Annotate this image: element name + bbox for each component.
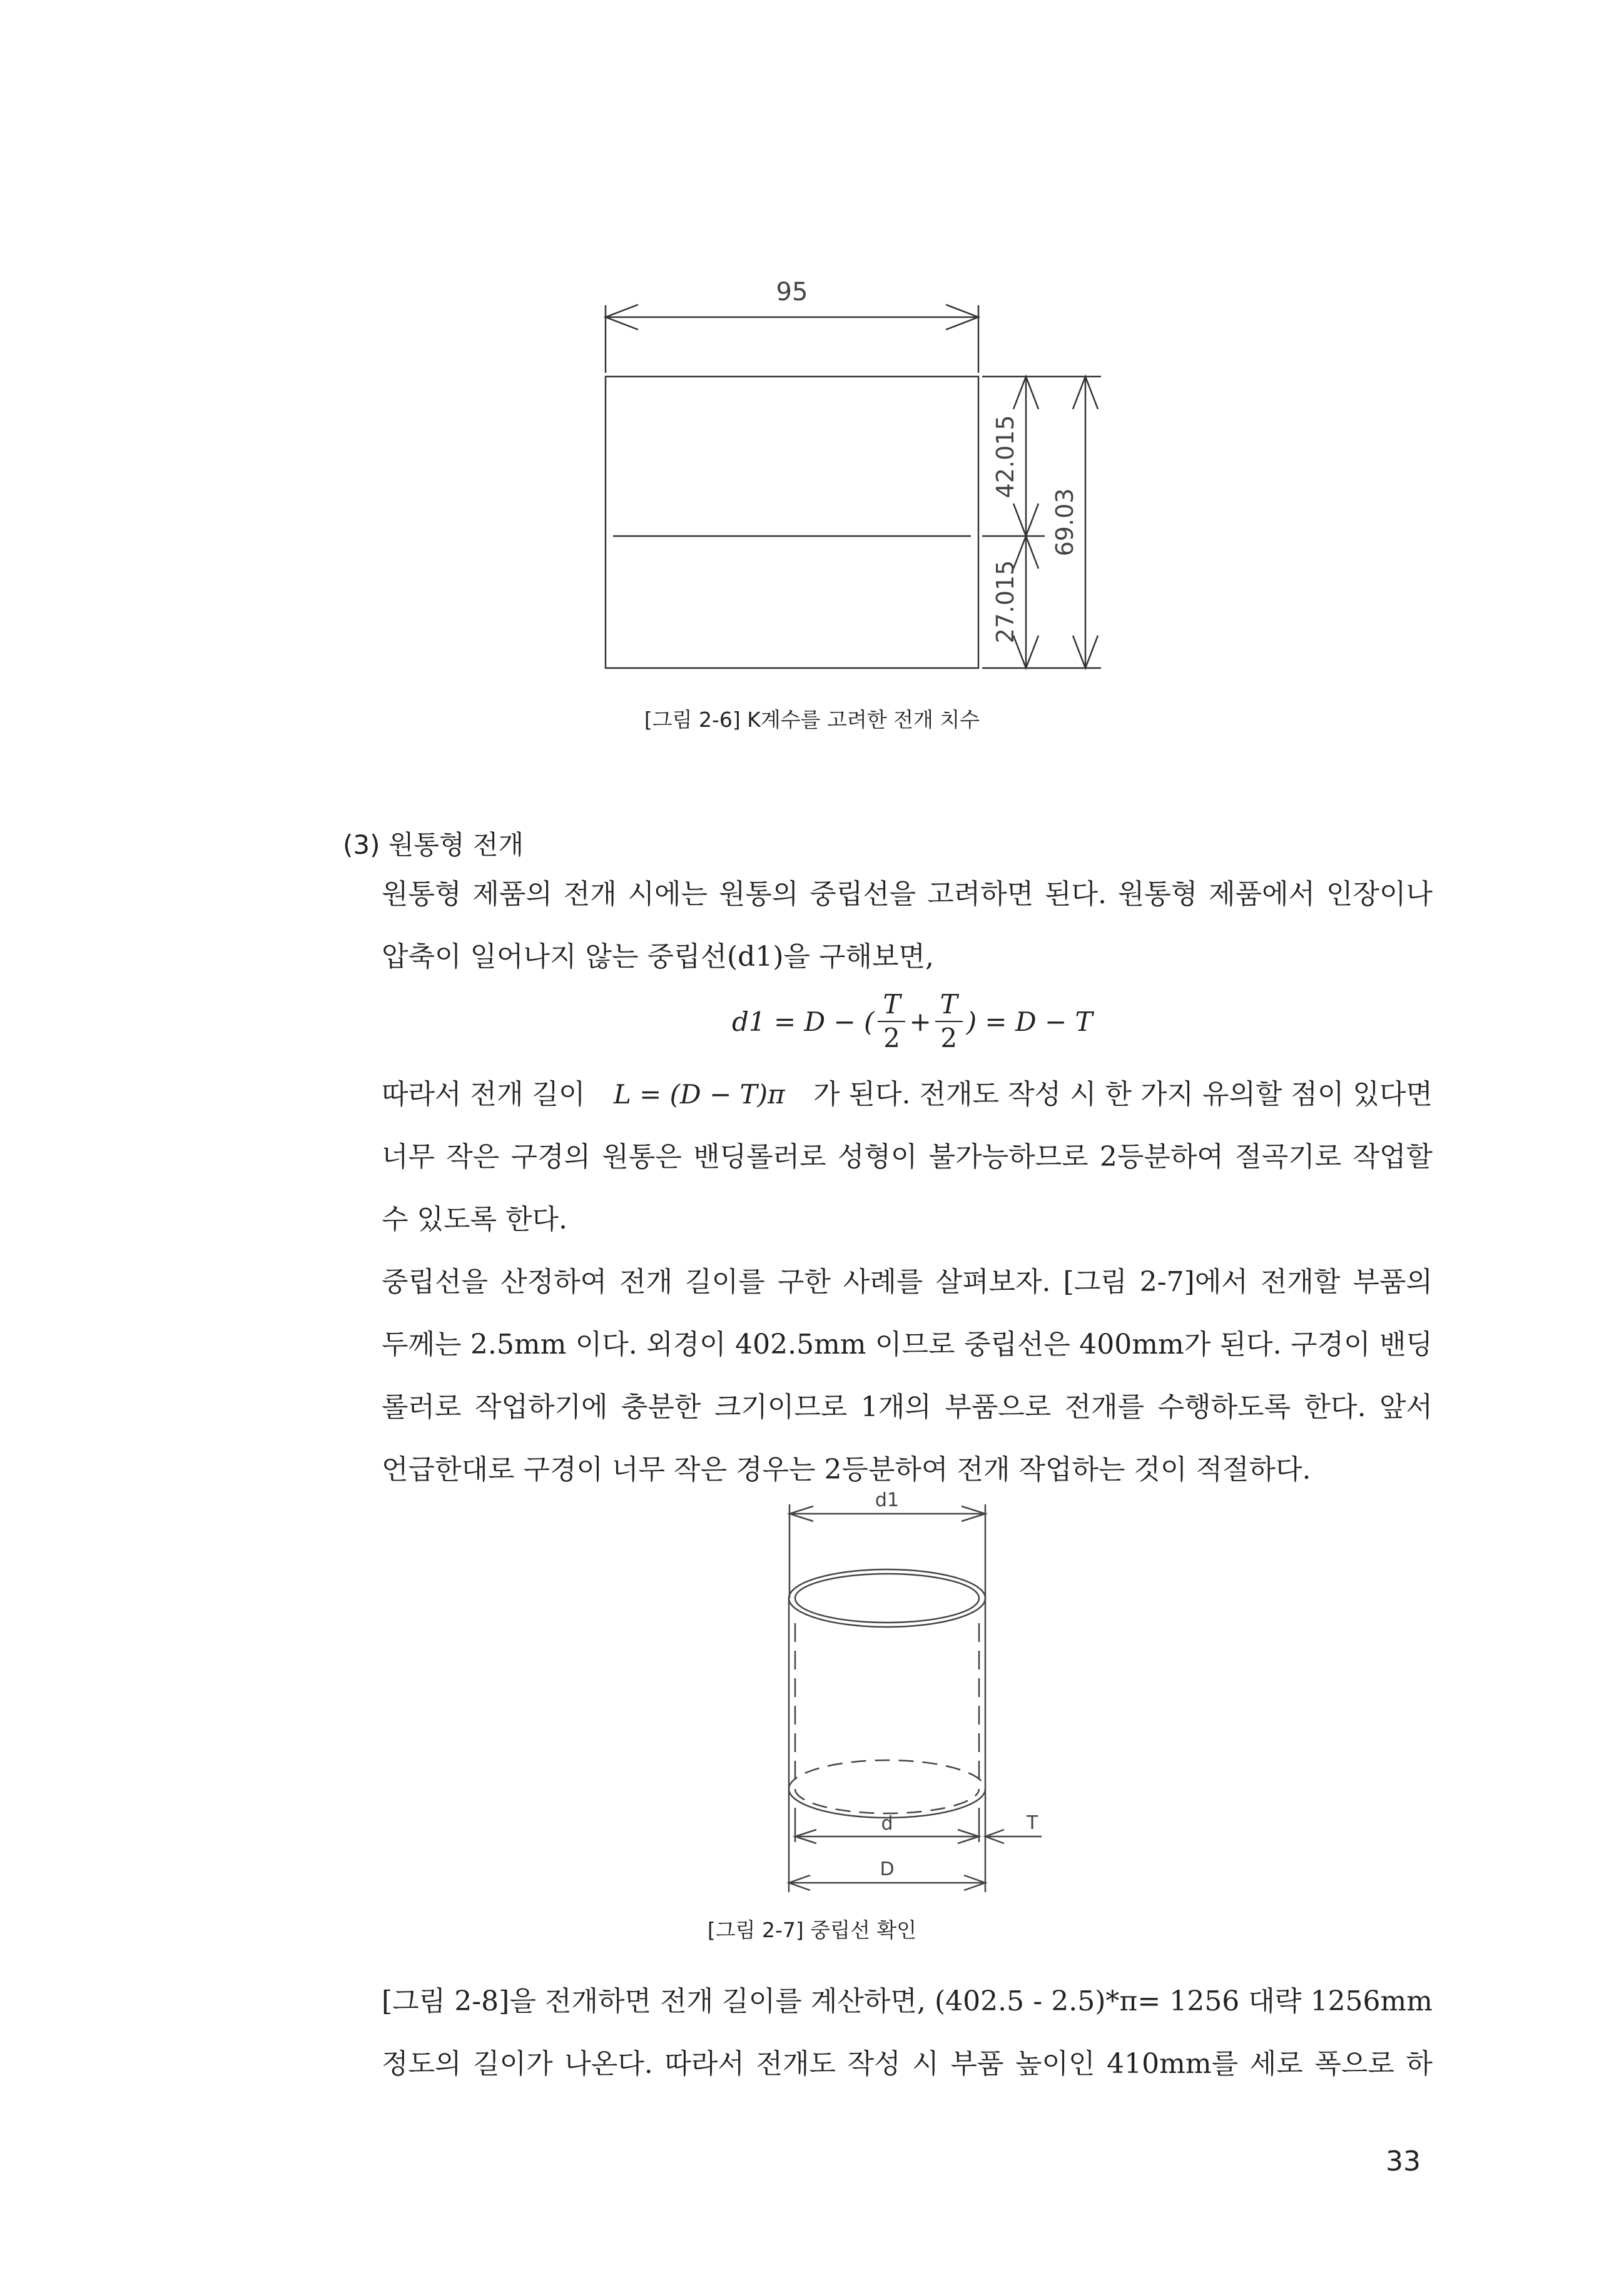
dimension-lower-label: 27.015 xyxy=(992,560,1019,644)
dimension-upper-label: 42.015 xyxy=(992,415,1019,499)
formula-lhs: d1 = D − ( xyxy=(732,1006,875,1037)
paragraph-development-length xyxy=(382,1063,1433,1251)
label-T: T xyxy=(1026,1812,1038,1834)
fraction-1: T 2 xyxy=(878,988,905,1055)
fraction-2: $\frac{T}{2}$ xyxy=(935,988,963,1055)
paragraph-intro xyxy=(382,863,1433,988)
development-length-formula: L = (D − T)π xyxy=(613,1079,785,1110)
cylinder-top-inner xyxy=(795,1574,979,1623)
dimension-width-label: 95 xyxy=(776,278,808,307)
paragraph-example xyxy=(382,1251,1433,1501)
text-line: 두께는 2.5mm 이다. 외경이 402.5mm 이므로 중립선은 400mm가 된다. 구경이 밴딩 xyxy=(382,1329,1433,1360)
dimension-total-label: 69.03 xyxy=(1051,488,1078,557)
page-number: 33 xyxy=(1386,2146,1421,2177)
text-line: 중립선을 산정하여 전개 길이를 구한 사례를 살펴보자. [그림 2-7]에서 전개할 부품의 xyxy=(382,1266,1433,1298)
label-d: d xyxy=(881,1813,893,1835)
figure-caption-2-7: [그림 2-7] 중립선 확인 xyxy=(707,1918,917,1942)
text-line: 롤러로 작업하기에 충분한 크기이므로 1개의 부품으로 전개를 수행하도록 한다. 앞서 xyxy=(382,1391,1433,1423)
text-line-with-formula: 따라서 전개 길이 L = (D − T)π 가 된다. 전개도 작성 시 한 가지 유의할 점이 있다면 xyxy=(382,1063,1433,1126)
cylinder-top-outer xyxy=(789,1569,985,1627)
text-line: 원통형 제품의 전개 시에는 원통의 중립선을 고려하면 된다. 원통형 제품에서 인장이나 xyxy=(382,878,1433,910)
paragraph-calculation xyxy=(382,1970,1433,2095)
text-line: 너무 작은 구경의 원통은 밴딩롤러로 성형이 불가능하므로 2등분하여 절곡기로 작업할 xyxy=(382,1141,1433,1173)
text-line: 압축이 일어나지 않는 중립선(d1)을 구해보면, xyxy=(382,941,934,973)
text-line: 정도의 길이가 나온다. 따라서 전개도 작성 시 부품 높이인 410mm를 세로 폭으로 하 xyxy=(382,2048,1433,2080)
flat-plate-outline xyxy=(606,377,978,668)
label-d1: d1 xyxy=(875,1489,900,1511)
figure-caption-2-6: [그림 2-6] K계수를 고려한 전개 치수 xyxy=(644,707,980,732)
label-D: D xyxy=(880,1858,895,1880)
figure-k-factor-development xyxy=(563,250,1151,701)
formula-rhs: ) = D − T xyxy=(966,1006,1093,1037)
text-line: [그림 2-8]을 전개하면 전개 길이를 계산하면, (402.5 - 2.5)*π= 1256 대략 1256mm xyxy=(382,1985,1433,2017)
text-line: 언급한대로 구경이 너무 작은 경우는 2등분하여 전개 작업하는 것이 적절하다. xyxy=(382,1454,1311,1486)
neutral-line-formula: d1 = D − ( T 2 + $\frac{T}{2}$ ) = D − T xyxy=(732,989,1093,1053)
figure-cylinder-neutral-line xyxy=(769,1489,1070,1927)
section-heading: (3) 원통형 전개 xyxy=(343,829,524,860)
text-line: 수 있도록 한다. xyxy=(382,1203,567,1235)
